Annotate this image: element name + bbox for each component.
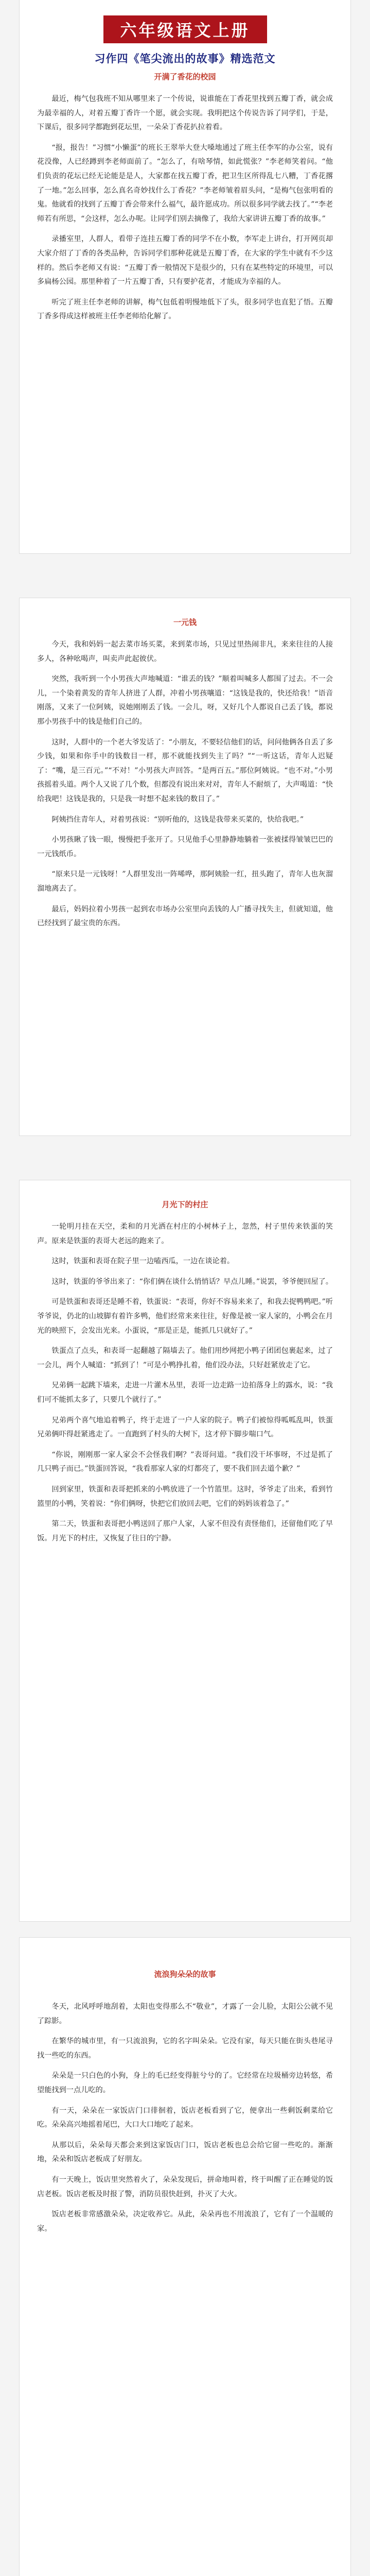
story-paragraph: 突然，我听到一个小男孩大声地喊道：“谁丢的钱？”顺着叫喊多人都围了过去。不一会儿，一个染着黄发的青年人挤进了人群，冲着小男孩嚷道：“这钱是我的，快还给我！”语音刚落，又来了一位阿姨，说她刚刚丢了钱。一会儿，呀，又好几个人都说自己丢了钱，都说那小男孩手中的钱是他们自己的。: [37, 675, 333, 726]
story-paragraph: 有一天，朵朵在一家饭店门口徘徊着，饭店老板看到了它，便拿出一些剩饭剩菜给它吃。朵朵高兴地摇着尾巴，大口大口地吃了起来。: [37, 2106, 333, 2129]
story-paragraph: 可是铁蛋和表哥还是睡不着，铁蛋说：“表哥，你好不容易来来了，和我去捉鸭鸭吧。”听爷爷说，仍北的山坡脚有着许多鸭，他们经常来来往往，好像是被一家人家的，小鸭会在月光的映照下，会发出光来。小蛋说，“那是正是，能抓几只就好了。”: [37, 1298, 333, 1335]
page-subtitle: 习作四《笔尖流出的故事》精选范文: [94, 52, 276, 65]
story-paragraph: 冬天，北风呼呼地刮着，太阳也变得那么不“敬业”，才露了一会儿脸，太阳公公就不见了踪影。: [37, 2003, 333, 2025]
story-paragraph: 朵朵是一只白色的小狗，身上的毛已经变得脏兮兮的了。它经常在垃圾桶旁边转悠，希望能找到一点儿吃的。: [37, 2072, 333, 2094]
story-card: [19, 598, 351, 1136]
story-paragraph: 第二天，铁蛋和表哥把小鸭送回了那户人家，人家不但没有责怪他们，还留他们吃了早饭。月光下的村庄，又恢复了往日的宁静。: [37, 1520, 333, 1543]
story-paragraph: 这时，人群中的一个老大爷发话了：“小朋友，不要轻信他们的话，问问他俩各自丢了多少钱，如果和你手中的钱数目一样，那不就能找到失主了吗？”“一听这话，青年人迟疑了：“嘴，是三百元。”“不对！”小男孩大声回答。“是两百五。”那位阿姨说。“也不对。”小男孩摇着头道。两个人又说了几个数，但都没有说出来对对，青年人不耐烦了，大声喝道：“快给我吧！这钱是我的，只是我一时想不起来钱的数目了。”: [37, 738, 333, 803]
story-card: [19, 0, 351, 554]
story-paragraph: 兄弟俩一起跳下墙来，走进一片灌木丛里，表哥一边走路一边拍落身上的露水，说：“我们可不能抓太多了，只要几个就行了。”: [37, 1381, 333, 1404]
story-paragraph: “你说，刚刚那一家人家会不会怪我们啊？”表哥问道。“我们没干坏事呀，不过是抓了几只鸭子而已。”铁蛋回答说，“我看那家人家的灯都亮了，要不我们回去道个歉？”: [37, 1450, 333, 1473]
story-card: [19, 1180, 351, 1922]
story-paragraph: 这时，铁蛋的爷爷出来了：“你们俩在谈什么悄悄话？早点儿睡。”说罢，爷爷便回屋了。: [51, 1277, 333, 1286]
story-paragraph: 一轮明月挂在天空，柔和的月光洒在村庄的小树林子上，忽然，村子里传来铁蛋的笑声。原来是铁蛋的表哥大老远的跑来了。: [37, 1223, 333, 1245]
story-paragraph: “原来只是一元钱呀！”人群里发出一阵唏哗，那阿姨脸一红，扭头跑了，青年人也灰溜溜地离去了。: [37, 870, 333, 893]
story-paragraph: “报，报告！”习惯“小懒蛋”的班长王翠举大登大嗓地通过了班主任李军的办公室，说有花没像，人已经蹲到李老师面前了。“怎么了，有啥琴情，如此慌张？”李老师笑着问。“他们负责的花坛已经无论能是是人，大家都在找五瓣丁香，把卫生区所得乱七八糟，丁香花撂了一地。”怎么回事，怎么真名奇妙找什么丁香花？”李老师皱着眉头问，“是梅气包张明看的鬼。他就看的找到了五瓣丁香会带来什么福气，最许愿成功。所以很多同学就去找了。”“李老师若有所思，“会这样，怎么办呢。让同学们别去摘像了，我给大家讲讲五瓣丁香的故事。”: [37, 143, 333, 223]
story-title: 开满了香花的校园: [154, 72, 216, 81]
story-paragraph: 录播室里，人群人，看带子连挂五瓣丁香的同学不在小数，李军走上讲台，打开网页却大家介绍了丁香的各类品种，告诉同学们那种花就是五瓣丁香，在大家的学生中就有不少这样的。然后李老师又有说：“五瓣丁香一般情况下是很少的，只有在某些特定的环境里，可以多扁杨公园。那里种着了一片五瓣丁香，只有要护花者，才能成为幸福的人。: [37, 235, 333, 286]
story-title: 月光下的村庄: [162, 1200, 208, 1209]
story-paragraph: 回到家里，铁蛋和表哥把抓来的小鸭放进了一个竹篮里。这时，爷爷走了出来，看到竹篮里的小鸭，笑着说：“你们俩呀，快把它们放回去吧，它们的妈妈该着急了。”: [37, 1485, 333, 1508]
story-paragraph: 有一天晚上，饭店里突然着火了，朵朵发现后，拼命地叫着，终于叫醒了正在睡觉的饭店老板。饭店老板及时报了警，消防员很快赶到，扑灭了大火。: [37, 2175, 333, 2198]
story-paragraph: 今天，我和妈妈一起去菜市场买菜，来到菜市场，只见过里热闹非凡，来来往往的人接多人，各种吆喝声，叫卖声此起彼伏。: [37, 640, 333, 663]
story-paragraph: 最近，梅气包我班不知从哪里来了一个传说，说谁能在丁香花里找到五瓣丁香，就会成为最幸福的人，对着五瓣丁香许一个愿，就会实现。我明把这个传说告诉了同学们，于是，下课后，很多同学都跑到花坛里，一朵朵丁香花扒拉着看。: [37, 95, 333, 132]
header-banner: 六年级语文上册: [103, 15, 267, 43]
story-paragraph: 铁蛋点了点头，和表哥一起翻越了隔墙去了。他们用纱网把小鸭子团团包裹起来，过了一会儿，两个人喊道：“抓到了！”可是小鸭挣扎着，他们没办法，只好赶紧放走了它。: [37, 1347, 333, 1369]
story-paragraph: 阿姨挡住青年人，对着男孩说：“别听他的，这钱是我带来买菜的，快给我吧。”: [51, 815, 304, 824]
story-card: [19, 1937, 351, 2576]
story-title: 一元钱: [173, 618, 197, 627]
story-paragraph: 这时，铁蛋和表哥在院子里一边嗑西瓜，一边在谈论着。: [51, 1257, 235, 1266]
story-paragraph: 兄弟两个喜气地追着鸭子，终于走进了一户人家的院子。鸭子们被惊得呱呱乱叫，铁蛋兄弟俩吓得赶紧逃走了。一直跑到了村头的大树下，这才停下脚步喘口气。: [37, 1416, 333, 1439]
story-paragraph: 小男孩瞅了钱一眼，慢慢把手张开了。只见他手心里静静地躺着一张被揉得皱皱巴巴的一元钱纸币。: [37, 836, 333, 858]
story-title: 流浪狗朵朵的故事: [154, 1970, 216, 1979]
story-paragraph: 最后，妈妈拉着小男孩一起到农市场办公室里向丢钱的人广播寻找失主，但就知道，他已经找到了最宝贵的东西。: [37, 905, 333, 928]
story-paragraph: 从那以后，朵朵每天都会来到这家饭店门口，饭店老板也总会给它留一些吃的。渐渐地，朵朵和饭店老板成了好朋友。: [37, 2141, 333, 2164]
story-paragraph: 在繁华的城市里，有一只流浪狗，它的名字叫朵朵。它没有家，每天只能在街头巷尾寻找一些吃的东西。: [37, 2037, 333, 2060]
story-paragraph: 饭店老板非常感激朵朵，决定收养它。从此，朵朵再也不用流浪了，它有了一个温暖的家。: [37, 2210, 333, 2233]
story-paragraph: 听完了班主任李老师的讲解，梅气包低着明慢地低下了头，很多同学也直犯了悟。五瓣丁香多得成这样被班主任李老师给化解了。: [37, 298, 333, 321]
